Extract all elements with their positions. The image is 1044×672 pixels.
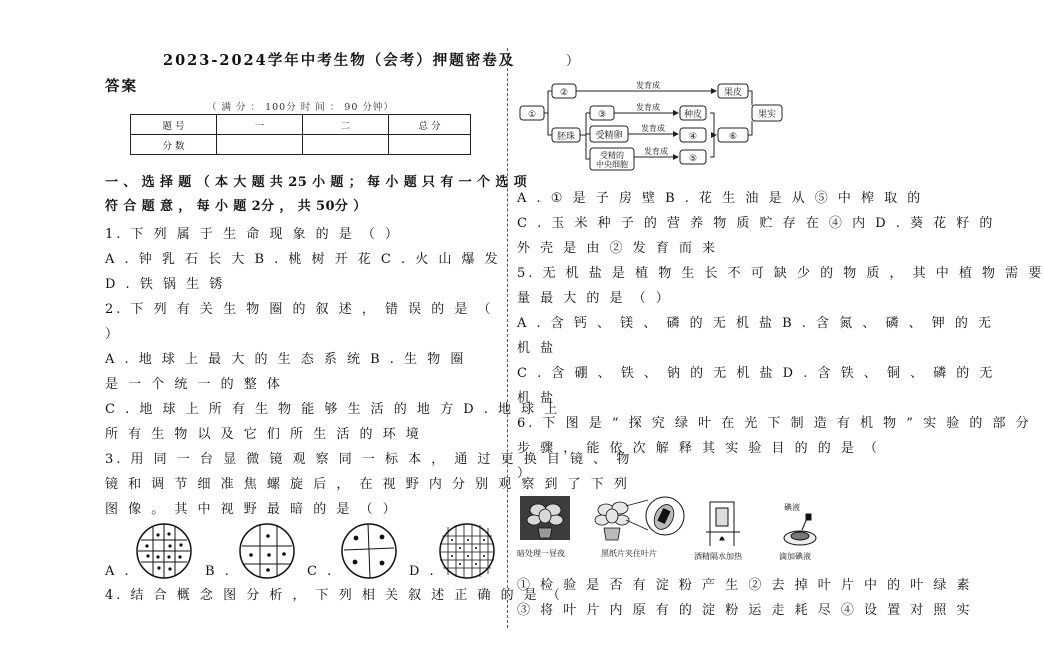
question-line: 镜 和 调 节 细 准 焦 螺 旋 后 ， 在 视 野 内 分 别 观 察 到 了 下 列 xyxy=(105,477,630,492)
alcohol-water-bath-image xyxy=(700,500,746,548)
q3-option-label: D . xyxy=(409,564,437,579)
score-cell[interactable] xyxy=(217,135,303,155)
question-line: C . 地 球 上 所 有 生 物 能 够 生 活 的 地 方 D . 地 球 上 xyxy=(105,402,561,417)
caption-iodine-label: 碘液 xyxy=(784,503,800,512)
question-line: 6. 下 图 是 “ 探 究 绿 叶 在 光 下 制 造 有 机 物 ” 实 验 的 部 分 xyxy=(517,416,1032,431)
score-table xyxy=(130,114,471,155)
exam-title: 2023-2024学年中考生物（会考）押题密卷及 xyxy=(163,52,516,69)
q3-option-label: C . xyxy=(307,564,335,579)
exam-title-cont: 答案 xyxy=(105,78,138,95)
question-line: 图 像 。 其 中 视 野 最 暗 的 是 （ ） xyxy=(105,502,399,517)
q3-option-label: B . xyxy=(205,564,232,579)
concept-central-cell: 受精的 xyxy=(600,151,624,160)
q4-stem-cont: ） xyxy=(566,54,583,69)
score-cell[interactable] xyxy=(303,135,389,155)
concept-map xyxy=(516,78,786,172)
question-line: A . 钟 乳 石 长 大 B . 桃 树 开 花 C . 火 山 爆 发 xyxy=(105,252,501,267)
question-line: 是 一 个 统 一 的 整 体 xyxy=(105,377,283,392)
microscope-field-c xyxy=(340,522,398,580)
concept-node-4: ④ xyxy=(688,132,698,142)
question-line: 量 最 大 的 是 （ ） xyxy=(517,291,672,306)
score-cell[interactable] xyxy=(389,135,471,155)
iodine-drop-image xyxy=(780,514,824,548)
concept-node-3: ③ xyxy=(597,110,607,120)
score-table-header: 二 xyxy=(303,115,389,135)
concept-arrow-label: 发育成 xyxy=(636,103,660,112)
score-table-header: 题 号 xyxy=(131,115,217,135)
concept-node-2: ② xyxy=(559,88,569,98)
concept-node-6: ⑥ xyxy=(728,132,738,142)
black-paper-leaf-image xyxy=(590,496,690,542)
caption-alcohol-bath: 酒精隔水加热 xyxy=(694,552,742,561)
question-line: ） xyxy=(105,327,122,342)
question-line: C . 玉 米 种 子 的 营 养 物 质 贮 存 在 ④ 内 D . 葵 花 籽 的 xyxy=(517,216,996,231)
question-line: 3. 用 同 一 台 显 微 镜 观 察 同 一 标 本 ， 通 过 更 换 目 镜 、 物 xyxy=(105,452,633,467)
q3-option-label: A . xyxy=(105,564,132,579)
concept-arrow-label: 发育成 xyxy=(641,124,665,133)
section-heading: 一 、 选 择 题 （ 本 大 题 共 25 小 题 ； 每 小 题 只 有 一 个 选 项 xyxy=(105,175,528,190)
question-line: A . 含 钙 、 镁 、 磷 的 无 机 盐 B . 含 氮 、 磷 、 钾 的 无 xyxy=(517,316,994,331)
section-heading-cont: 符 合 题 意 ， 每 小 题 2分 ， 共 50分 ） xyxy=(105,199,367,214)
caption-add-iodine: 滴加碘液 xyxy=(779,552,811,561)
concept-ovule: 胚珠 xyxy=(556,132,576,142)
question-line: A . 地 球 上 最 大 的 生 态 系 统 B . 生 物 圈 xyxy=(105,352,467,367)
question-line: 机 盐 xyxy=(517,341,557,356)
question-line: 机 盐 xyxy=(517,391,557,406)
caption-black-paper: 黑纸片夹住叶片 xyxy=(601,549,657,558)
concept-seed-coat: 种皮 xyxy=(683,110,703,120)
question-line: 步 骤 ， 能 依 次 解 释 其 实 验 目 的 的 是 （ xyxy=(517,441,880,456)
microscope-field-b xyxy=(238,522,296,580)
microscope-field-d xyxy=(438,522,494,580)
concept-arrow-label: 发育成 xyxy=(644,147,668,156)
question-line: ） xyxy=(517,466,534,481)
caption-dark-treatment: 暗处理一昼夜 xyxy=(517,549,565,558)
question-line: 2. 下 列 有 关 生 物 圈 的 叙 述 ， 错 误 的 是 （ xyxy=(105,302,494,317)
exam-meta: （ 满 分 ： 100分 时 间 ： 90 分钟） xyxy=(207,102,394,113)
concept-fruit-skin: 果皮 xyxy=(723,88,743,98)
concept-fruit: 果实 xyxy=(757,110,777,120)
question-line: 5. 无 机 盐 是 植 物 生 长 不 可 缺 少 的 物 质 ， 其 中 植 物 需 要 xyxy=(517,266,1044,281)
question-line: 1. 下 列 属 于 生 命 现 象 的 是 （ ） xyxy=(105,227,401,242)
concept-node-5: ⑤ xyxy=(688,154,698,164)
concept-arrow-label: 发育成 xyxy=(636,81,660,90)
concept-node-1: ① xyxy=(527,110,537,120)
question-line: C . 含 硼 、 铁 、 钠 的 无 机 盐 D . 含 铁 、 铜 、 磷 的 无 xyxy=(517,366,996,381)
score-table-header: 一 xyxy=(217,115,303,135)
score-table-header: 总 分 xyxy=(389,115,471,135)
score-row-label: 分 数 xyxy=(131,135,217,155)
question-line: D . 铁 锅 生 锈 xyxy=(105,277,226,292)
statement-line: ① 检 验 是 否 有 淀 粉 产 生 ② 去 掉 叶 片 中 的 叶 绿 素 xyxy=(517,578,973,593)
dark-treatment-plant-image xyxy=(520,496,570,540)
microscope-field-a xyxy=(135,522,193,580)
question-line: 外 壳 是 由 ② 发 育 而 来 xyxy=(517,241,719,256)
statement-line: ③ 将 叶 片 内 原 有 的 淀 粉 运 走 耗 尽 ④ 设 置 对 照 实 xyxy=(517,603,973,618)
concept-central-cell: 中央细胞 xyxy=(596,160,628,169)
q4-stem: 4. 结 合 概 念 图 分 析 ， 下 列 相 关 叙 述 正 确 的 是 （ xyxy=(105,588,563,603)
concept-fertilized-egg: 受精卵 xyxy=(595,131,623,141)
question-line: A . ① 是 子 房 壁 B . 花 生 油 是 从 ⑤ 中 榨 取 的 xyxy=(517,191,924,206)
question-line: 所 有 生 物 以 及 它 们 所 生 活 的 环 境 xyxy=(105,427,422,442)
column-divider xyxy=(507,48,508,628)
